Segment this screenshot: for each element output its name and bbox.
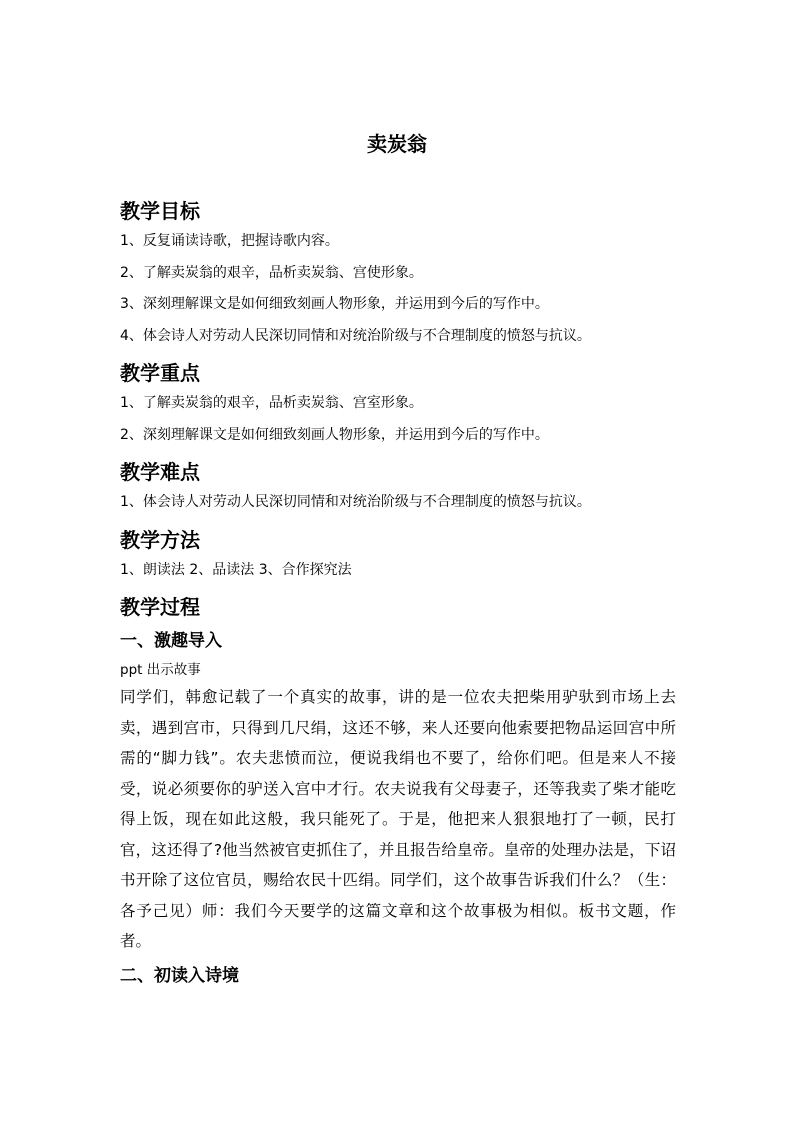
key-point-item-2: 2、深刻理解课文是如何细致刻画人物形象，并运用到今后的写作中。 (120, 426, 549, 443)
objective-item-2: 2、了解卖炭翁的艰辛，品析卖炭翁、宫使形象。 (120, 264, 423, 281)
document-title: 卖炭翁 (367, 132, 427, 156)
section-process (120, 592, 676, 989)
section-difficulties (120, 457, 676, 511)
section-heading-key-points: 教学重点 (120, 361, 200, 385)
objective-item-4: 4、体会诗人对劳动人民深切同情和对统治阶级与不合理制度的愤怒与抗议。 (120, 327, 591, 344)
key-point-item-1: 1、了解卖炭翁的艰辛，品析卖炭翁、宫室形象。 (120, 395, 423, 411)
process-part1-paragraph: 同学们，韩愈记载了一个真实的故事，讲的是一位农夫把柴用驴驮到市场上去卖，遇到宫市，只得到几尺绢，这还不够，来人还要向他索要把物品运回宫中所需的“脚力钱”。农夫悲愤而泣，便说我绢也不要了，给你们吧。但是来人不接受，说必须要你的驴送入宫中才行。农夫说我有父母妻子，还等我卖了柴才能吃得上饭，现在如此这般，我只能死了。于是，他把来人狠狠地打了一顿，民打官，这还得了?他当然被官吏抓住了，并且报告给皇帝。皇帝的处理办法是，下诏书开除了这位官员，赐给农民十匹绢。同学们，这个故事告诉我们什么？（生：各予己见）师：我们今天要学的这篇文章和这个故事极为相似。板书文题，作者。 (120, 688, 676, 950)
method-item-1: 1、朗读法 2、品读法 3、合作探究法 (120, 561, 352, 578)
section-heading-difficulties: 教学难点 (120, 460, 200, 484)
section-heading-methods: 教学方法 (120, 527, 200, 552)
difficulty-item-1: 1、体会诗人对劳动人民深切同情和对统治阶级与不合理制度的愤怒与抗议。 (120, 494, 591, 510)
process-part2-heading: 二、初读入诗境 (120, 965, 239, 986)
section-key-points (120, 358, 676, 444)
document-body (120, 196, 676, 995)
section-heading-process: 教学过程 (120, 595, 200, 619)
process-part1-heading: 一、激趣导入 (120, 631, 222, 651)
process-part1-label: ppt 出示故事 (120, 662, 201, 678)
objective-item-3: 3、深刻理解课文是如何细致刻画人物形象，并运用到今后的写作中。 (120, 296, 549, 312)
objective-item-1: 1、反复诵读诗歌，把握诗歌内容。 (120, 233, 339, 249)
section-methods (120, 525, 676, 579)
section-objectives (120, 196, 676, 345)
section-heading-objectives: 教学目标 (120, 199, 200, 223)
